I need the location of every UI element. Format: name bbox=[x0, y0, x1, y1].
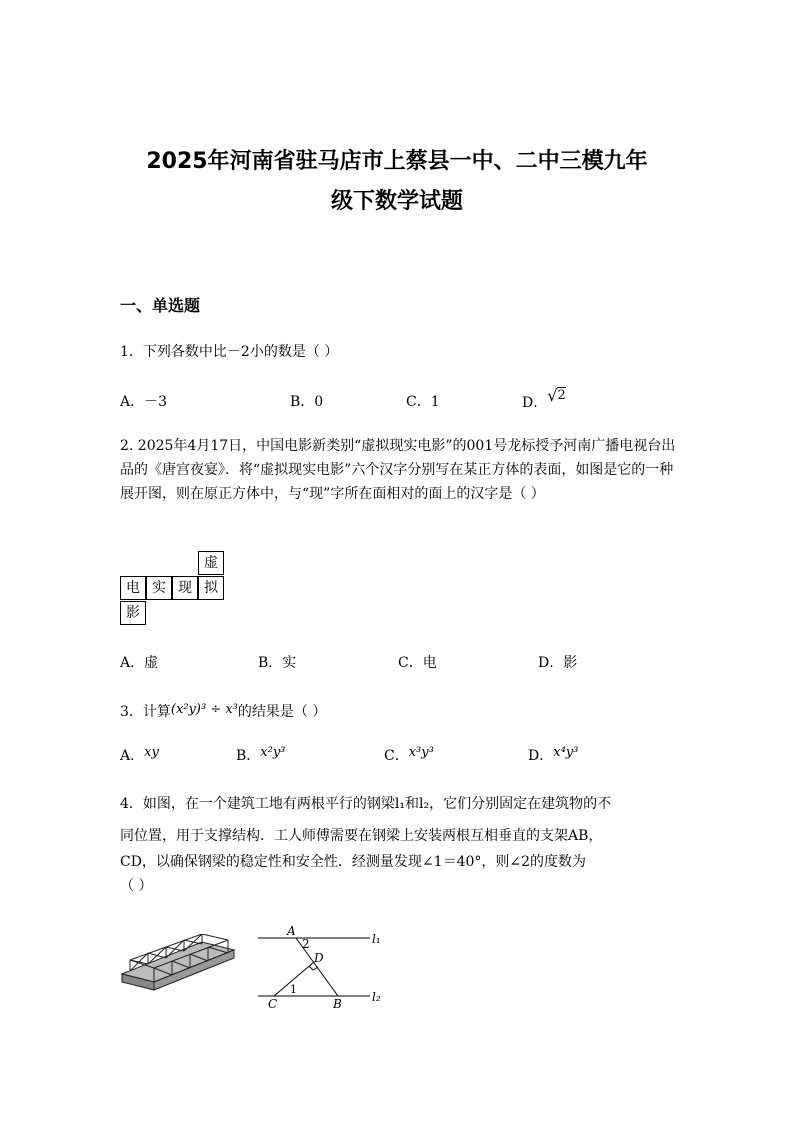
q3-option-a bbox=[120, 746, 159, 767]
label-d: D bbox=[314, 951, 324, 965]
q1-option-d bbox=[522, 386, 566, 414]
q1-option-b: B．0 bbox=[290, 394, 324, 410]
label-l1: l₁ bbox=[372, 932, 381, 946]
label-a: A bbox=[287, 924, 296, 938]
label-b: B bbox=[333, 997, 342, 1011]
label-angle-2: 2 bbox=[302, 937, 310, 951]
q1-option-d-prefix: D． bbox=[522, 395, 548, 411]
q2-option-b: B．实 bbox=[258, 655, 297, 671]
q3-stem-post: 的结果是（ ） bbox=[237, 704, 327, 720]
question-4-line-2: 同位置，用于支撑结构．工人师傅需要在钢梁上安装两根互相垂直的支架AB， bbox=[120, 828, 603, 844]
question-3-stem bbox=[120, 700, 680, 725]
label-angle-1: 1 bbox=[290, 983, 297, 996]
label-l2: l₂ bbox=[372, 990, 381, 1004]
exam-title bbox=[100, 142, 694, 222]
question-4-line-1: 4．如图，在一个建筑工地有两根平行的钢梁l₁和l₂，它们分别固定在建筑物的不 bbox=[120, 796, 612, 812]
steel-truss-bridge-image bbox=[118, 934, 238, 996]
net-cell-shi: 实 bbox=[146, 576, 172, 600]
q3-option-a-expr: xy bbox=[144, 745, 159, 760]
title-line-2: 级下数学试题 bbox=[330, 189, 463, 214]
q2-option-c: C．电 bbox=[398, 655, 437, 671]
net-cell-ni: 拟 bbox=[198, 576, 224, 600]
question-4-line-4: （ ） bbox=[120, 878, 153, 894]
q3-option-b-expr: x²y³ bbox=[260, 745, 286, 760]
q3-option-d bbox=[528, 746, 578, 767]
net-cell-xu: 虚 bbox=[198, 551, 224, 575]
question-2-stem: 2. 2025年4月17日，中国电影新类别“虚拟现实电影”的001号龙标授予河南广播电视台出品的《唐宫夜宴》．将“虚拟现实电影”六个汉字分别写在某正方体的表面，如图是它的一种展开图，则在原正方体中，与“现”字所在面相对的面上的汉字是（ ） bbox=[120, 438, 676, 502]
q3-option-c bbox=[384, 746, 434, 767]
q2-option-a: A．虚 bbox=[120, 655, 159, 671]
q3-option-b bbox=[236, 746, 285, 767]
sqrt-radicand: 2 bbox=[557, 388, 566, 403]
q3-option-a-prefix: A． bbox=[120, 748, 145, 764]
q3-option-c-prefix: C． bbox=[384, 748, 409, 764]
q3-option-c-expr: x³y³ bbox=[408, 745, 434, 760]
q1-option-a: A．－3 bbox=[120, 394, 168, 410]
q1-option-c: C．1 bbox=[406, 394, 440, 410]
label-c: C bbox=[268, 997, 278, 1011]
parallel-lines-figure bbox=[254, 920, 394, 1012]
question-1-stem: 1．下列各数中比－2小的数是（ ） bbox=[120, 344, 339, 360]
q3-stem-pre: 3．计算 bbox=[120, 704, 171, 720]
q3-option-d-expr: x⁴y³ bbox=[553, 745, 579, 760]
q3-stem-expr: (x²y)³ ÷ x³ bbox=[170, 702, 238, 717]
net-cell-dian: 电 bbox=[120, 576, 146, 600]
question-4-line-3: CD，以确保钢梁的稳定性和安全性．经测量发现∠1＝40°，则∠2的度数为 bbox=[120, 854, 587, 870]
sqrt-symbol: √ bbox=[547, 386, 558, 405]
net-cell-ying: 影 bbox=[120, 601, 146, 625]
title-line-1: 2025年河南省驻马店市上蔡县一中、二中三模九年 bbox=[146, 149, 648, 174]
net-cell-xian: 现 bbox=[172, 576, 198, 600]
q2-option-d: D．影 bbox=[538, 655, 578, 671]
section-heading: 一、单选题 bbox=[120, 296, 201, 315]
q3-option-b-prefix: B． bbox=[236, 748, 261, 764]
q3-option-d-prefix: D． bbox=[528, 748, 554, 764]
